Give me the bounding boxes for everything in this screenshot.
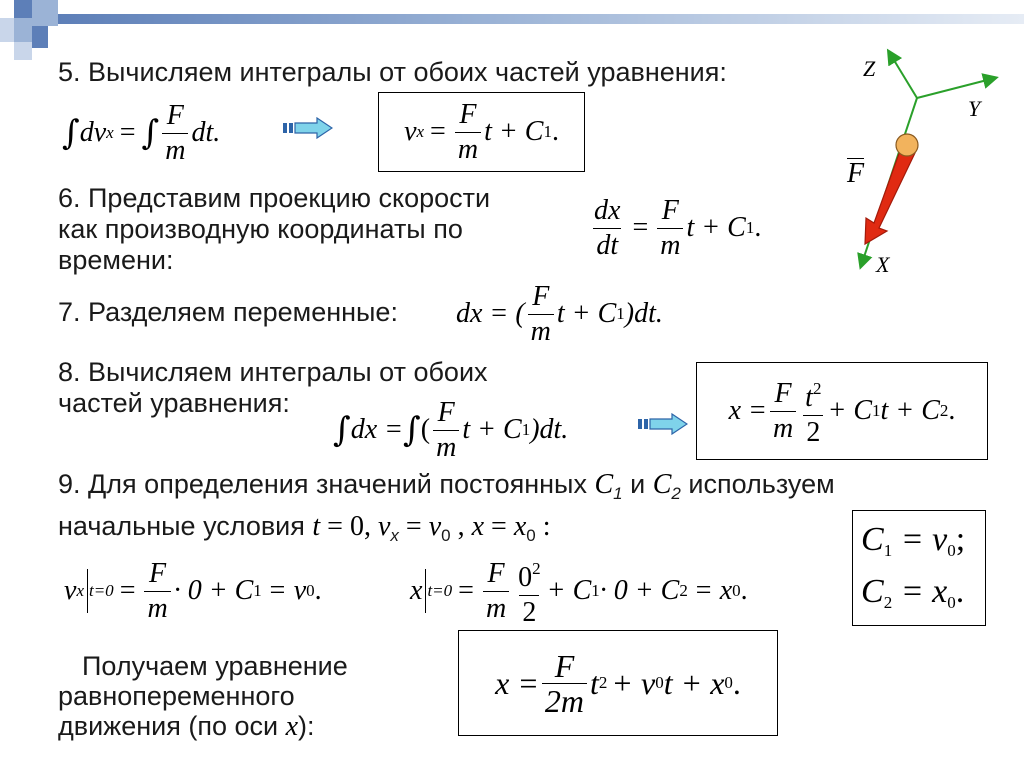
ball (896, 134, 918, 156)
step8-line1: 8. Вычисляем интегралы от обоих (58, 357, 488, 387)
y-axis-line (917, 78, 995, 98)
final-line1: Получаем уравнение (82, 651, 348, 681)
step5-integral-eq: ∫ dv x = ∫ $\frac{F}{m}$ dt. (62, 99, 221, 166)
step8-line2: частей уравнения: (58, 388, 290, 418)
z-axis-line (889, 52, 917, 98)
final-line2: равнопеременного (58, 681, 295, 711)
step8-integral-eq: ∫ dx = ∫ ( $\frac{F}{m}$ t + C 1 )dt. (333, 396, 569, 463)
implies-arrow-1 (283, 117, 333, 139)
step6-line1: 6. Представим проекцию скорости (58, 183, 491, 213)
step6-eq: $\frac{dx}{dt}$ = $\frac{F}{m}$ t + C 1 . (594, 194, 762, 261)
z-axis-label: Z (863, 56, 876, 81)
step9-line1: 9. Для определения значений постоянных $C_1$ и $C_2$ используем (58, 469, 835, 503)
step8-result-box: x = $\frac{F}{m}$ $\frac{t^2}{2}$ + C 1 t + C 2 . (696, 362, 988, 460)
final-equation-box: x = $\frac{F}{2m}$ t 2 + v 0 t + x 0 . (458, 630, 778, 736)
header-rule (58, 14, 1024, 24)
implies-arrow-2 (638, 413, 688, 435)
constants-result-box: $C_1 = v_0$; $C_2 = x_0$. (852, 510, 986, 626)
step5-text: 5. Вычисляем интегралы от обоих частей уравнения: (58, 57, 727, 87)
force-label: F (847, 158, 865, 189)
step9-line2: начальные условия t = 0, $v_x = v_0$ , $x = x_0$ : (58, 511, 551, 545)
x-axis-label: X (876, 252, 890, 277)
y-axis-label: Y (968, 96, 981, 121)
step9-eq-velocity: v x t=0 = $\frac{F}{m}$ · 0 + C 1 = v 0 . (64, 557, 322, 624)
step7-eq: dx = ( $\frac{F}{m}$ t + C 1 )dt. (456, 280, 663, 347)
step9-eq-position: x t=0 = $\frac{F}{m}$ $\frac{0^2}{2}$ + C 1 · 0 + C 2 = x 0 . (410, 557, 748, 628)
step7-text: 7. Разделяем переменные: (58, 297, 398, 327)
step5-result-box: v x = $\frac{F}{m}$ t + C 1 . (378, 92, 585, 172)
step6-line3: времени: (58, 245, 174, 275)
force-arrow (865, 148, 915, 244)
step6-line2: как производную координаты по (58, 214, 463, 244)
final-line3: движения (по оси x): (58, 711, 315, 742)
